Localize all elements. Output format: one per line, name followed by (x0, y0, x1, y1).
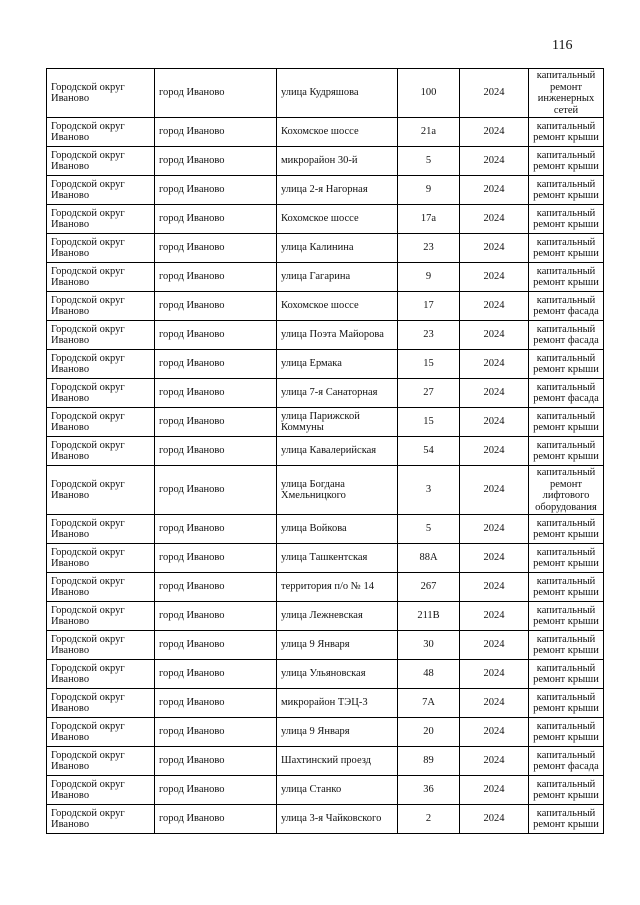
house-number-cell: 15 (398, 350, 460, 379)
settlement-cell: город Иваново (155, 544, 277, 573)
table-row (47, 263, 604, 292)
work-type-cell: капитальный ремонт фасада (529, 321, 604, 350)
year-cell: 2024 (460, 437, 529, 466)
work-type-cell: капитальный ремонт крыши (529, 350, 604, 379)
table-row (47, 234, 604, 263)
table-row (47, 660, 604, 689)
settlement-cell: город Иваново (155, 321, 277, 350)
table-row (47, 689, 604, 718)
house-number-cell: 100 (398, 69, 460, 118)
table-row (47, 602, 604, 631)
street-cell: улица Гагарина (277, 263, 398, 292)
settlement-cell: город Иваново (155, 631, 277, 660)
house-number-cell: 20 (398, 718, 460, 747)
work-type-cell: капитальный ремонт крыши (529, 437, 604, 466)
settlement-cell: город Иваново (155, 437, 277, 466)
house-number-cell: 88А (398, 544, 460, 573)
house-number-cell: 2 (398, 805, 460, 834)
year-cell: 2024 (460, 573, 529, 602)
municipality-cell: Городской округ Иваново (47, 544, 155, 573)
settlement-cell: город Иваново (155, 466, 277, 515)
year-cell: 2024 (460, 350, 529, 379)
year-cell: 2024 (460, 379, 529, 408)
house-number-cell: 267 (398, 573, 460, 602)
municipality-cell: Городской округ Иваново (47, 573, 155, 602)
year-cell: 2024 (460, 263, 529, 292)
house-number-cell: 3 (398, 466, 460, 515)
work-type-cell: капитальный ремонт крыши (529, 660, 604, 689)
table-row (47, 379, 604, 408)
municipality-cell: Городской округ Иваново (47, 718, 155, 747)
settlement-cell: город Иваново (155, 515, 277, 544)
house-number-cell: 17а (398, 205, 460, 234)
municipality-cell: Городской округ Иваново (47, 805, 155, 834)
street-cell: улица 3-я Чайковского (277, 805, 398, 834)
municipality-cell: Городской округ Иваново (47, 263, 155, 292)
house-number-cell: 5 (398, 515, 460, 544)
year-cell: 2024 (460, 176, 529, 205)
work-type-cell: капитальный ремонт фасада (529, 292, 604, 321)
house-number-cell: 54 (398, 437, 460, 466)
work-type-cell: капитальный ремонт крыши (529, 205, 604, 234)
house-number-cell: 15 (398, 408, 460, 437)
year-cell: 2024 (460, 776, 529, 805)
street-cell: улица Кудряшова (277, 69, 398, 118)
work-type-cell: капитальный ремонт крыши (529, 176, 604, 205)
table-row (47, 573, 604, 602)
municipality-cell: Городской округ Иваново (47, 776, 155, 805)
table-row (47, 776, 604, 805)
year-cell: 2024 (460, 292, 529, 321)
municipality-cell: Городской округ Иваново (47, 118, 155, 147)
table-row (47, 321, 604, 350)
street-cell: улица Калинина (277, 234, 398, 263)
work-type-cell: капитальный ремонт крыши (529, 631, 604, 660)
table-row (47, 118, 604, 147)
house-number-cell: 211В (398, 602, 460, 631)
municipality-cell: Городской округ Иваново (47, 234, 155, 263)
house-number-cell: 21а (398, 118, 460, 147)
work-type-cell: капитальный ремонт крыши (529, 263, 604, 292)
settlement-cell: город Иваново (155, 573, 277, 602)
street-cell: улица Парижской Коммуны (277, 408, 398, 437)
street-cell: улица 7-я Санаторная (277, 379, 398, 408)
house-number-cell: 5 (398, 147, 460, 176)
house-number-cell: 89 (398, 747, 460, 776)
year-cell: 2024 (460, 147, 529, 176)
work-type-cell: капитальный ремонт фасада (529, 379, 604, 408)
year-cell: 2024 (460, 718, 529, 747)
house-number-cell: 9 (398, 263, 460, 292)
table-row (47, 176, 604, 205)
settlement-cell: город Иваново (155, 205, 277, 234)
municipality-cell: Городской округ Иваново (47, 466, 155, 515)
table-row (47, 147, 604, 176)
street-cell: улица 2-я Нагорная (277, 176, 398, 205)
work-type-cell: капитальный ремонт крыши (529, 602, 604, 631)
municipality-cell: Городской округ Иваново (47, 747, 155, 776)
house-number-cell: 30 (398, 631, 460, 660)
municipality-cell: Городской округ Иваново (47, 205, 155, 234)
settlement-cell: город Иваново (155, 408, 277, 437)
house-number-cell: 27 (398, 379, 460, 408)
street-cell: улица Ташкентская (277, 544, 398, 573)
work-type-cell: капитальный ремонт крыши (529, 573, 604, 602)
year-cell: 2024 (460, 805, 529, 834)
settlement-cell: город Иваново (155, 379, 277, 408)
municipality-cell: Городской округ Иваново (47, 689, 155, 718)
table-row (47, 631, 604, 660)
table-row (47, 466, 604, 515)
work-type-cell: капитальный ремонт крыши (529, 544, 604, 573)
settlement-cell: город Иваново (155, 147, 277, 176)
house-number-cell: 23 (398, 234, 460, 263)
year-cell: 2024 (460, 689, 529, 718)
street-cell: улица 9 Января (277, 718, 398, 747)
settlement-cell: город Иваново (155, 292, 277, 321)
work-type-cell: капитальный ремонт крыши (529, 118, 604, 147)
municipality-cell: Городской округ Иваново (47, 631, 155, 660)
table-row (47, 408, 604, 437)
settlement-cell: город Иваново (155, 234, 277, 263)
street-cell: улица Станко (277, 776, 398, 805)
street-cell: Кохомское шоссе (277, 118, 398, 147)
work-type-cell: капитальный ремонт крыши (529, 147, 604, 176)
settlement-cell: город Иваново (155, 805, 277, 834)
house-number-cell: 36 (398, 776, 460, 805)
table-row (47, 747, 604, 776)
table-row (47, 350, 604, 379)
work-type-cell: капитальный ремонт крыши (529, 408, 604, 437)
settlement-cell: город Иваново (155, 776, 277, 805)
year-cell: 2024 (460, 544, 529, 573)
street-cell: улица Ульяновская (277, 660, 398, 689)
street-cell: территория п/о № 14 (277, 573, 398, 602)
settlement-cell: город Иваново (155, 718, 277, 747)
work-type-cell: капитальный ремонт крыши (529, 515, 604, 544)
municipality-cell: Городской округ Иваново (47, 408, 155, 437)
street-cell: улица Богдана Хмельницкого (277, 466, 398, 515)
year-cell: 2024 (460, 660, 529, 689)
table-row (47, 544, 604, 573)
house-number-cell: 9 (398, 176, 460, 205)
year-cell: 2024 (460, 631, 529, 660)
street-cell: улица Ермака (277, 350, 398, 379)
settlement-cell: город Иваново (155, 660, 277, 689)
year-cell: 2024 (460, 321, 529, 350)
year-cell: 2024 (460, 408, 529, 437)
works-table-body (47, 69, 604, 834)
year-cell: 2024 (460, 747, 529, 776)
municipality-cell: Городской округ Иваново (47, 437, 155, 466)
street-cell: микрорайон 30-й (277, 147, 398, 176)
street-cell: улица 9 Января (277, 631, 398, 660)
municipality-cell: Городской округ Иваново (47, 176, 155, 205)
street-cell: улица Поэта Майорова (277, 321, 398, 350)
municipality-cell: Городской округ Иваново (47, 379, 155, 408)
house-number-cell: 7А (398, 689, 460, 718)
work-type-cell: капитальный ремонт лифтового оборудования (529, 466, 604, 515)
municipality-cell: Городской округ Иваново (47, 292, 155, 321)
municipality-cell: Городской округ Иваново (47, 602, 155, 631)
year-cell: 2024 (460, 234, 529, 263)
table-row (47, 515, 604, 544)
year-cell: 2024 (460, 466, 529, 515)
year-cell: 2024 (460, 118, 529, 147)
year-cell: 2024 (460, 602, 529, 631)
municipality-cell: Городской округ Иваново (47, 350, 155, 379)
settlement-cell: город Иваново (155, 176, 277, 205)
work-type-cell: капитальный ремонт крыши (529, 805, 604, 834)
settlement-cell: город Иваново (155, 263, 277, 292)
table-row (47, 805, 604, 834)
page-number: 116 (552, 38, 573, 53)
work-type-cell: капитальный ремонт крыши (529, 718, 604, 747)
street-cell: Кохомское шоссе (277, 205, 398, 234)
street-cell: улица Лежневская (277, 602, 398, 631)
year-cell: 2024 (460, 515, 529, 544)
work-type-cell: капитальный ремонт крыши (529, 776, 604, 805)
settlement-cell: город Иваново (155, 689, 277, 718)
municipality-cell: Городской округ Иваново (47, 69, 155, 118)
municipality-cell: Городской округ Иваново (47, 515, 155, 544)
work-type-cell: капитальный ремонт инженерных сетей (529, 69, 604, 118)
settlement-cell: город Иваново (155, 602, 277, 631)
street-cell: улица Кавалерийская (277, 437, 398, 466)
table-row (47, 69, 604, 118)
street-cell: микрорайон ТЭЦ-3 (277, 689, 398, 718)
work-type-cell: капитальный ремонт фасада (529, 747, 604, 776)
house-number-cell: 48 (398, 660, 460, 689)
municipality-cell: Городской округ Иваново (47, 660, 155, 689)
table-row (47, 437, 604, 466)
works-table (46, 68, 604, 834)
street-cell: улица Войкова (277, 515, 398, 544)
house-number-cell: 17 (398, 292, 460, 321)
work-type-cell: капитальный ремонт крыши (529, 234, 604, 263)
municipality-cell: Городской округ Иваново (47, 321, 155, 350)
settlement-cell: город Иваново (155, 69, 277, 118)
municipality-cell: Городской округ Иваново (47, 147, 155, 176)
street-cell: Шахтинский проезд (277, 747, 398, 776)
settlement-cell: город Иваново (155, 118, 277, 147)
table-row (47, 205, 604, 234)
settlement-cell: город Иваново (155, 350, 277, 379)
work-type-cell: капитальный ремонт крыши (529, 689, 604, 718)
street-cell: Кохомское шоссе (277, 292, 398, 321)
table-row (47, 718, 604, 747)
house-number-cell: 23 (398, 321, 460, 350)
year-cell: 2024 (460, 205, 529, 234)
table-row (47, 292, 604, 321)
settlement-cell: город Иваново (155, 747, 277, 776)
year-cell: 2024 (460, 69, 529, 118)
